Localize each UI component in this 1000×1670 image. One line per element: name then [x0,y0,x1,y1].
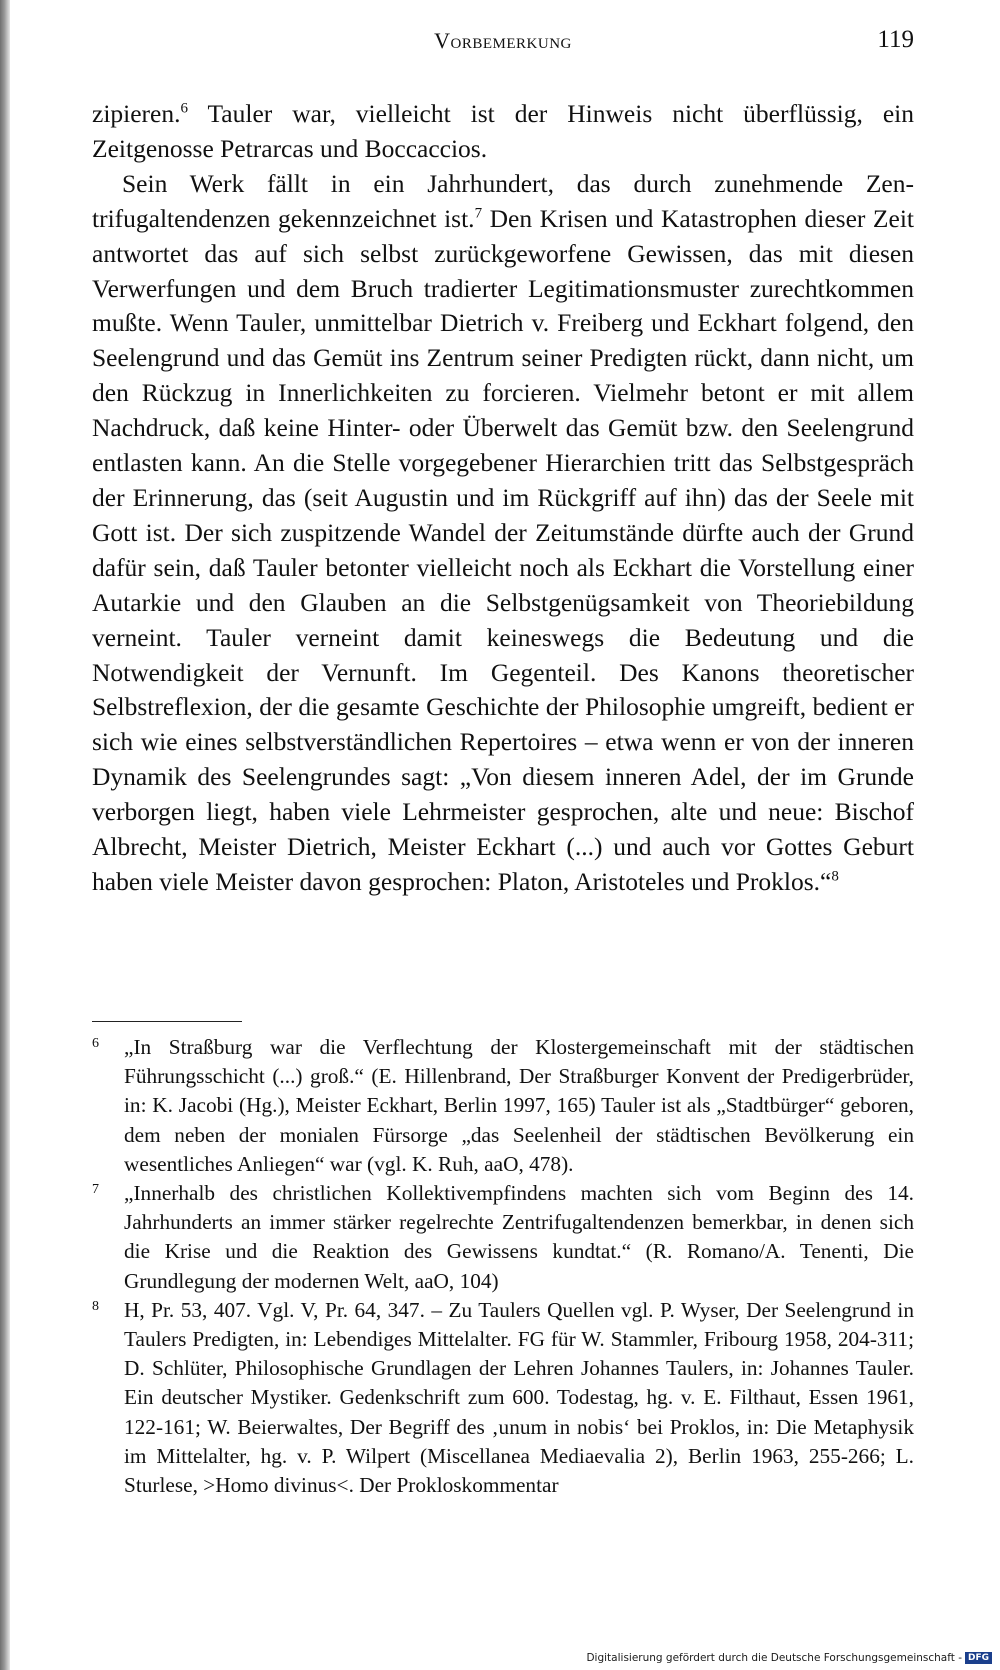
book-spine-shadow [0,0,10,1670]
dfg-logo: DFG [965,1652,992,1664]
digitization-credit [586,1652,992,1664]
footnote-number: 6 [92,1036,99,1051]
paragraph-text: Sein Werk fällt in ein Jahrhundert, das durch zunehmende Zentrifugaltendenzen gekennzeichnet ist. [92,168,914,233]
footnote-ref: 6 [180,100,188,117]
footnote-text: „In Straßburg war die Verflechtung der Klostergemeinschaft mit der städtischen Führungsschicht (...) groß.“ (E. Hillenbrand, Der Straßburger Konvent der Predigerbrüder, in: K. Jacobi (Hg.), Meister Eckhart, Berlin 1997, 165) Tauler ist als „Stadtbürger“ geboren, dem neben der monialen Fürsorge „das Seelenheil der städtischen Bevölkerung ein wesentliches Anliegen“ war (vgl. K. Ruh, aaO, 478). [124,1035,914,1176]
footnote [92,1179,914,1296]
main-text [92,97,914,900]
footnote [92,1033,914,1179]
footnote [92,1296,914,1500]
footnote-number: 8 [92,1298,99,1314]
page-header [92,26,914,60]
page-number: 119 [877,26,914,53]
paragraph-text: zipieren. [92,99,181,128]
paragraph [92,167,914,900]
credit-text: Digitalisierung gefördert durch die Deutsche Forschungsgemeinschaft - [586,1652,962,1664]
paragraph-text: Tauler war, vielleicht ist der Hinweis nicht überflüssig, ein Zeitgenosse Petrarcas und Boccaccios. [92,99,914,163]
running-head: Vorbemerkung [434,28,572,53]
footnotes [92,1033,914,1500]
footnote-separator [92,1021,242,1022]
footnote-text: „Innerhalb des christlichen Kollektivempfindens machten sich vom Beginn des 14. Jahrhunderts an immer stärker regelrechte Zentrifugaltendenzen bemerkbar, in denen sich die Krise und die Reaktion des Gewissens kundtat.“ (R. Romano/A. Tenenti, Die Grundlegung der modernen Welt, aaO, 104) [124,1181,914,1293]
footnote-ref: 8 [831,868,839,885]
paragraph-text: Den Krisen und Katastrophen dieser Zeit antwortet das auf sich selbst zurückgeworfene Gewissen, das mit diesen Verwerfungen und dem Bruch tradierter Legitimationsmuster zurechtkommen mußte. Wenn Tauler, unmittelbar Dietrich v. Freiberg und Eckhart folgend, den Seelengrund und das Gemüt ins Zentrum seiner Predigten rückt, dann nicht, um den Rückzug in Innerlichkeiten zu forcieren. Vielmehr betont er mit allem Nachdruck, daß keine Hinter- oder Überwelt das Gemüt bzw. den Seelengrund entlasten kann. An die Stelle vorgegebener Hierarchien tritt das Selbstgespräch der Erinnerung, das (seit Augustin und im Rückgriff auf ihn) das der Seele mit Gott ist. Der sich zuspitzende Wandel der Zeitumstände dürfte auch der Grund dafür sein, daß Tauler betonter vielleicht noch als Eckhart die Vorstellung einer Autarkie und den Glauben an die Selbstgenügsamkeit von Theoriebildung verneint. Tauler verneint damit keineswegs die Bedeutung und die Notwendigkeit der Vernunft. Im Gegenteil. Des Kanons theoretischer Selbstreflexion, der die gesamte Geschichte der Philosophie umgreift, bedient er sich wie eines selbstverständlichen Repertoires – etwa wenn er von der inneren Dynamik des Seelengrundes sagt: „Von diesem inneren Adel, der im Grunde verborgen liegt, haben viele Lehrmeister gesprochen, alte und neue: Bischof Albrecht, Meister Dietrich, Meister Eckhart (...) und auch vor Gottes Geburt haben viele Meister davon gesprochen: Platon, Aristoteles und Proklos.“ [92,203,914,896]
footnote-number: 7 [92,1182,99,1198]
paragraph [92,97,914,167]
footnote-text: H, Pr. 53, 407. Vgl. V, Pr. 64, 347. – Zu Taulers Quellen vgl. P. Wyser, Der Seelengrund in Taulers Predigten, in: Lebendiges Mittelalter. FG für W. Stammler, Fribourg 1958, 204-311; D. Schlüter, Philosophische Grundlagen der Lehren Johannes Taulers, in: Johannes Tauler. Ein deutscher Mystiker. Gedenkschrift zum 600. Todestag, hg. v. E. Filthaut, Essen 1961, 122-161; W. Beierwaltes, Der Begriff des ‚unum in nobis‘ bei Proklos, in: Die Metaphysik im Mittelalter, hg. v. P. Wilpert (Miscellanea Mediaevalia 2), Berlin 1963, 255-266; L. Sturlese, >Homo divinus<. Der Prokloskommentar [124,1297,914,1498]
footnote-ref: 7 [474,205,483,222]
